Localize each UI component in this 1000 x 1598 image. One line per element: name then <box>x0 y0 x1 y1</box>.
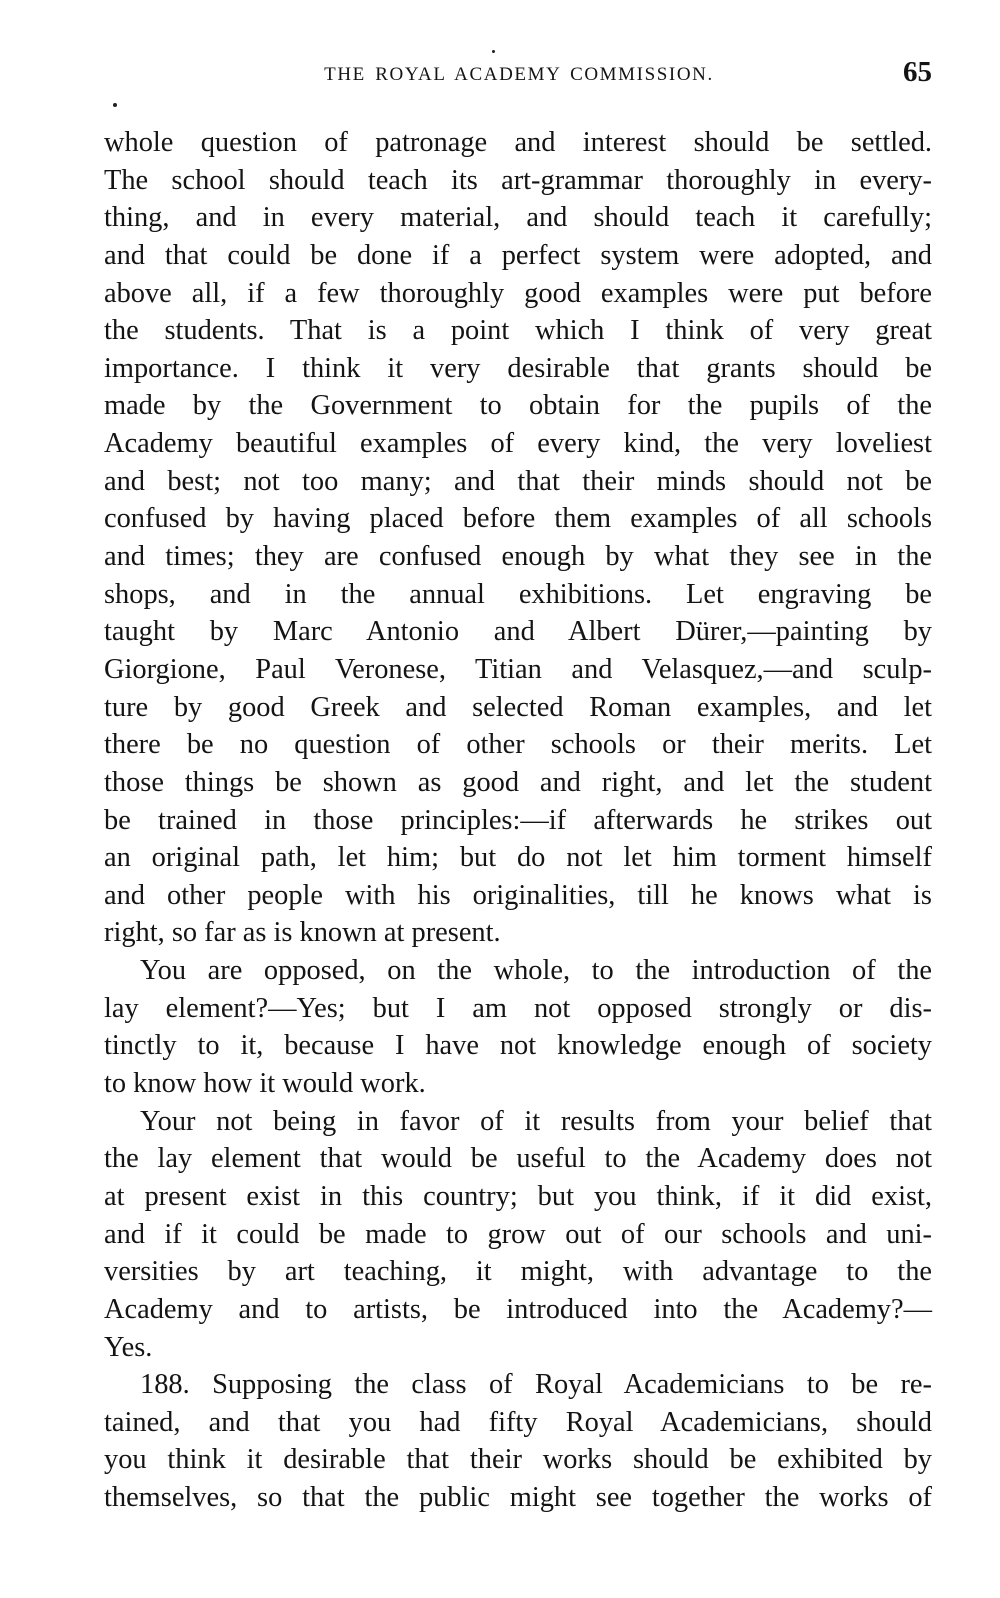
text-line: taught by Marc Antonio and Albert Dürer,—painting by <box>104 616 932 648</box>
text-line: there be no question of other schools or their merits. Let <box>104 729 932 761</box>
text-line: You are opposed, on the whole, to the introduction of the <box>140 955 932 987</box>
text-line: Your not being in favor of it results from your belief that <box>140 1105 932 1137</box>
text-line: those things be shown as good and right, and let the student <box>104 766 932 798</box>
text-line: The school should teach its art-grammar thoroughly in every- <box>104 164 932 196</box>
text-line: tained, and that you had fifty Royal Academicians, should <box>104 1406 932 1438</box>
text-line: Yes. <box>104 1331 153 1363</box>
running-head <box>106 56 932 92</box>
text-line: be trained in those principles:—if afterwards he strikes out <box>104 804 932 836</box>
text-line: the students. That is a point which I think of very great <box>104 315 932 347</box>
text-line: above all, if a few thoroughly good examples were put before <box>104 277 932 309</box>
paragraph <box>104 1103 932 1366</box>
ink-speck <box>492 50 495 53</box>
text-line: an original path, let him; but do not let him torment himself <box>104 842 932 874</box>
text-line: made by the Government to obtain for the pupils of the <box>104 390 932 422</box>
paragraph-question-188 <box>104 1366 932 1517</box>
text-line: ture by good Greek and selected Roman examples, and let <box>104 691 932 723</box>
text-line: right, so far as is known at present. <box>104 917 501 949</box>
text-line: and if it could be made to grow out of our schools and uni- <box>104 1218 932 1250</box>
text-line: Academy and to artists, be introduced into the Academy?— <box>104 1293 932 1325</box>
text-line: and times; they are confused enough by what they see in the <box>104 541 932 573</box>
text-line: versities by art teaching, it might, with advantage to the <box>104 1256 932 1288</box>
text-line: Academy beautiful examples of every kind, the very loveliest <box>104 428 932 460</box>
text-line: and other people with his originalities, till he knows what is <box>104 879 932 911</box>
text-line: the lay element that would be useful to the Academy does not <box>104 1143 932 1175</box>
text-line: to know how it would work. <box>104 1068 426 1100</box>
page-number: 65 <box>903 56 932 88</box>
ink-speck <box>113 103 117 107</box>
text-line: at present exist in this country; but you think, if it did exist, <box>104 1180 932 1212</box>
text-line: confused by having placed before them examples of all schools <box>104 503 932 535</box>
text-line: tinctly to it, because I have not knowledge enough of society <box>104 1030 932 1062</box>
text-line: importance. I think it very desirable that grants should be <box>104 352 932 384</box>
text-line: whole question of patronage and interest should be settled. <box>104 127 932 158</box>
text-line: lay element?—Yes; but I am not opposed strongly or dis- <box>104 992 932 1024</box>
body-text <box>104 124 932 1517</box>
text-line: shops, and in the annual exhibitions. Let engraving be <box>104 578 932 610</box>
text-line: 188. Supposing the class of Royal Academicians to be re- <box>140 1369 932 1401</box>
paragraph-continuation <box>104 124 932 952</box>
text-line: Giorgione, Paul Veronese, Titian and Velasquez,—and sculp- <box>104 653 932 685</box>
running-title: THE ROYAL ACADEMY COMMISSION. <box>324 64 714 85</box>
text-line: and that could be done if a perfect system were adopted, and <box>104 239 932 271</box>
paragraph <box>104 952 932 1103</box>
text-line: and best; not too many; and that their minds should not be <box>104 465 932 497</box>
text-line: you think it desirable that their works should be exhibited by <box>104 1444 932 1476</box>
text-line: themselves, so that the public might see together the works of <box>104 1482 932 1514</box>
text-line: thing, and in every material, and should teach it carefully; <box>104 202 932 234</box>
